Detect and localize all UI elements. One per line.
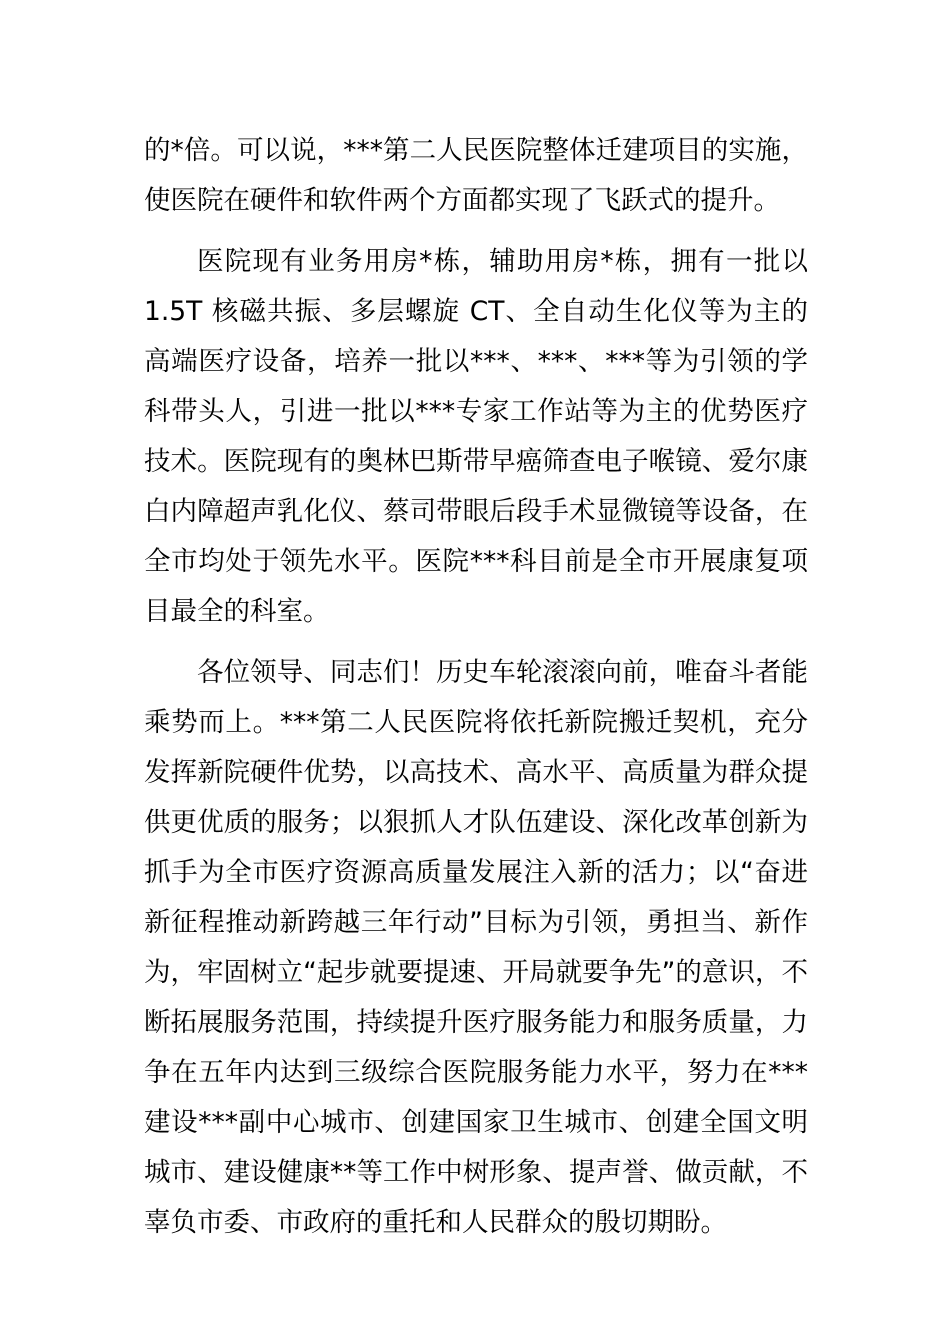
paragraph-3: 各位领导、同志们！历史车轮滚滚向前，唯奋斗者能乘势而上。***第二人民医院将依托新院搬迁契机，充分发挥新院硬件优势，以高技术、高水平、高质量为群众提供更优质的服务；以狠抓人才队伍建设、深化改革创新为抓手为全市医疗资源高质量发展注入新的活力；以“奋进新征程推动新跨越三年行动”目标为引领，勇担当、新作为，牢固树立“起步就要提速、开局就要争先”的意识，不断拓展服务范围，持续提升医疗服务能力和服务质量，力争在五年内达到三级综合医院服务能力水平，努力在***建设***副中心城市、创建国家卫生城市、创建全国文明城市、建设健康**等工作中树形象、提声誉、做贡献，不辜负市委、市政府的重托和人民群众的殷切期盼。: [144, 657, 808, 1238]
document-body: [144, 126, 808, 1248]
paragraph-2: 医院现有业务用房*栋，辅助用房*栋，拥有一批以 1.5T 核磁共振、多层螺旋 CT、全自动生化仪等为主的高端医疗设备，培养一批以***、***、***等为引领的学科带头人，引进一批以***专家工作站等为主的优势医疗技术。医院现有的奥林巴斯带早癌筛查电子喉镜、爱尔康白内障超声乳化仪、蔡司带眼后段手术显微镜等设备，在全市均处于领先水平。医院***科目前是全市开展康复项目最全的科室。: [144, 246, 808, 627]
paragraph-1: 的*倍。可以说，***第二人民医院整体迁建项目的实施，使医院在硬件和软件两个方面都实现了飞跃式的提升。: [144, 135, 808, 216]
